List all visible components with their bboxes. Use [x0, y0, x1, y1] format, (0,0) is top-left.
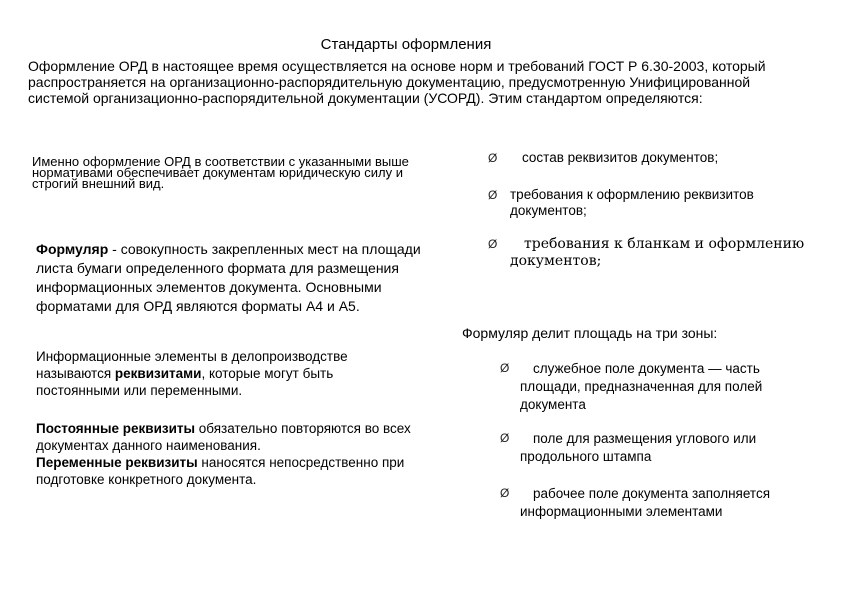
list-item	[488, 236, 828, 272]
list-item	[488, 187, 818, 223]
formular-definition: - совокупность закрепленных мест на площади листа бумаги определенного формата для размещения информационных элементов документа. Основными форматами для ОРД являются форматы А4 и А5.	[36, 241, 421, 314]
zone-text: служебное поле документа — часть площади, предназначенная для полей документа	[520, 361, 763, 412]
constant-requisites-text: обязательно повторяются во всех документах данного наименования.	[36, 421, 411, 453]
arrow-bullet-icon: Ø	[488, 188, 498, 202]
list-item	[500, 430, 820, 470]
zones-heading: Формуляр делит площадь на три зоны:	[462, 325, 718, 341]
requisites-paragraph	[36, 348, 416, 399]
requisites-term: реквизитами	[114, 366, 202, 381]
requisites-text-start: Информационные элементы в делопроизводстве называются	[36, 349, 348, 381]
arrow-bullet-icon: Ø	[488, 151, 498, 165]
bullet-text: состав реквизитов документов;	[522, 150, 719, 165]
bullet-text: требования к оформлению реквизитов документов;	[510, 187, 754, 218]
list-item	[500, 485, 820, 525]
bullet-text: требования к бланкам и оформлению документов;	[510, 236, 805, 269]
arrow-bullet-icon: Ø	[500, 486, 510, 500]
intro-paragraph: Оформление ОРД в настоящее время осуществляется на основе норм и требований ГОСТ Р 6.30-2003, который распространяется на организационно-распорядительную документацию, предусмотренную Унифицированной системой организационно-распорядительной документации (УСОРД). Этим стандартом определяются:	[28, 58, 766, 106]
zone-text: рабочее поле документа заполняется информационными элементами	[520, 486, 771, 519]
constant-requisites-term: Постоянные реквизиты	[36, 421, 196, 436]
requisites-types-paragraph	[36, 420, 451, 488]
formular-term: Формуляр	[36, 241, 109, 257]
page-title: Стандарты оформления	[320, 36, 492, 53]
arrow-bullet-icon: Ø	[500, 431, 510, 445]
requisites-text-end: , которые могут быть постоянными или переменными.	[36, 366, 334, 398]
definition-paragraph: Именно оформление ОРД в соответствии с указанными выше нормативами обеспечивает документам юридическую силу и строгий внешний вид.	[32, 154, 409, 191]
arrow-bullet-icon: Ø	[500, 361, 510, 375]
formular-paragraph	[36, 240, 446, 316]
variable-requisites-text: наносятся непосредственно при подготовке конкретного документа.	[36, 455, 405, 487]
list-item	[488, 150, 818, 170]
zone-text: поле для размещения углового или продольного штампа	[520, 431, 757, 464]
arrow-bullet-icon: Ø	[488, 237, 498, 251]
variable-requisites-term: Переменные реквизиты	[36, 455, 198, 470]
list-item	[500, 360, 820, 414]
